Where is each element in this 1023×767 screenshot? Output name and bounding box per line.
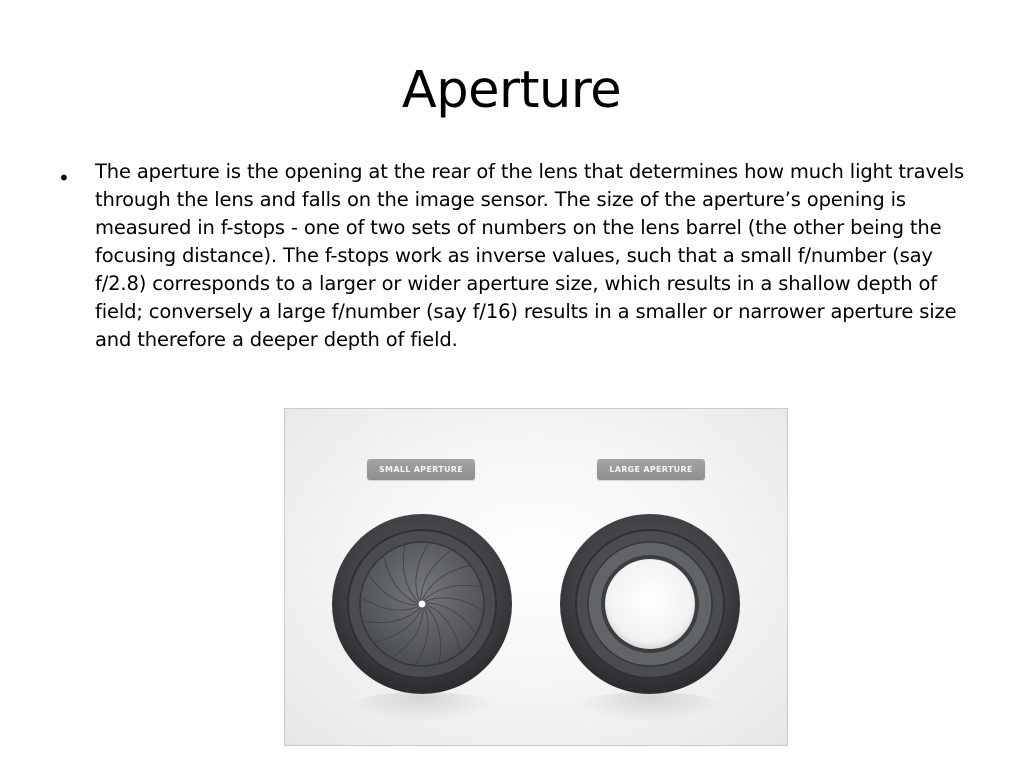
large-aperture-label: LARGE APERTURE (597, 459, 705, 480)
bullet-marker: • (58, 166, 70, 190)
bullet-text: The aperture is the opening at the rear of the lens that determines how much light travels through the lens and falls on the image sensor. The size of the aperture’s opening is measured in f-stops - one of two sets of numbers on the lens barrel (the other being the focusing distance). The f-stops work as inverse values, such that a small f/number (say f/2.8) corresponds to a larger or wider aperture size, which results in a shallow depth of field; conversely a large f/number (say f/16) results in a smaller or narrower aperture size and therefore a deeper depth of field. (95, 160, 964, 351)
aperture-comparison-image (284, 408, 788, 746)
large-lens-reflection (575, 692, 725, 722)
slide-title: Aperture (401, 61, 622, 120)
small-lens-reflection (347, 692, 497, 722)
large-aperture-lens-icon (559, 504, 741, 686)
small-aperture-label: SMALL APERTURE (367, 459, 475, 480)
small-aperture-lens-icon (331, 504, 513, 686)
